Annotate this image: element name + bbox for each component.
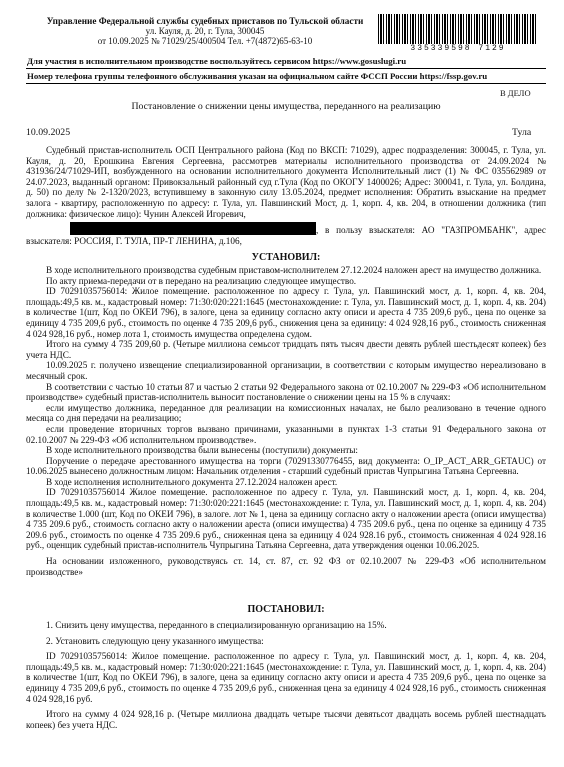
v-delo-stamp: В ДЕЛО [500,88,531,98]
postanovil-section [26,620,546,730]
intro-paragraph: Судебный пристав-исполнитель ОСП Центрального района (Код по ВКСП: 71029), адрес подразделения: 300045, г. Тула, ул. Кауля, д. 20, Ерошкина Евгения Сергеевна, рассмотрев материалы исполнительного производства от 24.09.2024 № 431936/24/71029-ИП, возбужденного на основании исполнительного документа Исполнительный лист (1) № ФС 035562989 от 24.07.2023, выданный органом: Привокзальный районный суд г.Тула (Код по ОКОГУ 1400026; Адрес: 300041, г. Тула, ул. Болдина, д. 50) по делу № 2-1320/2023, вступившему в законную силу 13.05.2024, предмет исполнения: Обратить взыскание на предмет залога - квартиру, расположенную по адресу: г. Тула, ул. Павшинский Мост, д. 1, корп. 4, кв. 204, в отношении должника (тип должника: физическое лицо): Чунин Алексей Игоревич, [26,145,546,219]
paragraph: В ходе исполнительного производства судебным приставом-исполнителем 27.12.2024 наложен арест на имущество должника. [46,265,542,275]
gosuslugi-notice: Для участия в исполнительном производстве воспользуйтесь сервисом https://www.gosuslugi.ru [27,56,407,66]
issuer-name: Управление Федеральной службы судебных приставов по Тульской области [46,16,364,26]
issuer-address: ул. Кауля, д. 20, г. Тула, 300045 [145,26,265,36]
ustanovil-heading: УСТАНОВИЛ: [251,252,321,263]
paragraph: 2. Установить следующую цену указанного имущества: [46,635,264,646]
divider [26,68,546,69]
document-meta: от 10.09.2025 № 71029/25/400504 Тел. +7(4872)65-63-10 [97,36,313,46]
paragraph: Итого на сумму 4 735 209,60 р. (Четыре миллиона семьсот тридцать пять тысяч двести девять рублей шестьдесят копеек) без учета НДС. [26,339,546,360]
document-title: Постановление о снижении цены имущества, переданного на реализацию [131,101,441,112]
phone-notice: Номер телефона группы телефонного обслуживания указан на официальном сайте ФССП России https://fssp.gov.ru [27,71,488,81]
intro-paragraph-end: , в пользу взыскателя: АО "ГАЗПРОМБАНК", адрес взыскателя: РОССИЯ, Г. ТУЛА, ПР-Т ЛЕНИНА, д.106, [26,225,546,246]
document-date: 10.09.2025 [26,127,71,138]
paragraph: По акту приема-передачи от в передано на реализацию следующее имущество. [46,275,357,286]
paragraph: если имущество должника, переданное для реализации на комиссионных началах, не было реализовано в течение одного месяца со дня передачи на реализацию; [26,402,546,424]
paragraph: 10.09.2025 г. получено извещение специализированной организации, в соответствии с которым имущество нереализовано в месячный срок. [26,360,546,381]
ustanovil-section [26,265,546,577]
postanovil-heading: ПОСТАНОВИЛ: [247,604,325,615]
paragraph: На основании изложенного, руководствуясь ст. 14, ст. 87, ст. 92 ФЗ от 02.10.2007 № 229-ФЗ «Об исполнительном производстве» [26,556,546,577]
barcode [378,14,538,44]
paragraph: если проведение вторичных торгов вызвано причинами, указанными в пунктах 1-3 статьи 91 Федерального закона от 02.10.2007 № 229-ФЗ «Об исполнительном производстве». [26,423,546,445]
paragraph: 1. Снизить цену имущества, переданного в специализированную организацию на 15%. [46,620,387,630]
paragraph: В соответствии с частью 10 статьи 87 и частью 2 статьи 92 Федерального закона от 02.10.2007 № 229-ФЗ «Об исполнительном производстве» судебный пристав-исполнитель выносит постановление о снижении цены на 15 % в случаях: [26,381,546,403]
paragraph: ID 70291035756014: Жилое помещение. расположенное по адресу г. Тула, ул. Павшинский мост, д. 1, корп. 4, кв. 204, площадь:49,5 кв. м., кадастровый номер: 71:30:020:221:1645 (местонахождение: г. Тула, ул. Павшинский мост, д. 1, корп. 4, кв. 204) в количестве 1(шт, Код по ОКЕИ 796), в залоге, цена за единицу согласно акту описи и ареста 4 735 209,6 руб., цена по оценке за единицу 4 735 209,6 руб., стоимость по оценке 4 735 209,6 руб., снижения цена за единицу: 4 024 928,16 руб., стоимость сниженная 4 024 928,16 руб., номер лота 1, стоимость имущества определена судом. [26,286,546,339]
paragraph: В ходе исполнительного производства были вынесены (поступили) документы: [46,445,358,456]
paragraph: Итого на сумму 4 024 928,16 р. (Четыре миллиона двадцать четыре тысячи девятьсот двадцать восемь рублей шестнадцать копеек) без учета НДС. [26,709,546,730]
issuer-header [40,16,370,46]
barcode-number: 335339598 7129 [410,44,506,53]
paragraph: В ходе исполнения исполнительного документа 27.12.2024 наложен арест. [46,476,338,487]
divider [26,83,546,84]
paragraph: Поручение о передаче арестованного имущества на торги (70291330776455, вид документа: O_IP_ACT_ARR_GETAUC) от 10.06.2025 вынесено должностным лицом: Начальник отделения - старший судебный пристав Чупрыгина Татьяна Сергеевна. [26,455,546,477]
paragraph: ID 70291035756014 Жилое помещение. расположенное по адресу г. Тула, ул. Павшинский мост, д. 1, корп. 4, кв. 204, площадь:49,5 кв. м., кадастровый номер: 71:30:020:221:1645 (местонахождение: г. Тула, ул. Павшинский мост, д. 1, корп. 4, кв. 204) в количестве 1.000 (шт, Код по ОКЕИ 796), в залоге. лот № 1, цена за единицу согласно акту о наложении ареста (описи имущества) 4 735 209.6 руб., стоимость согласно акту о наложении ареста (описи имущества) 4 735 209.6 руб., цена по оценке за единицу 4 735 209.6 руб., стоимость по оценке 4 735 209.6 руб., сниженная цена за единицу 4 024 928.16 руб., стоимость сниженная 4 024 928.16 руб., оценщик судебный пристав-исполнитель Чупрыгина Татьяна Сергеевна, дата утверждения оценки 10.06.2025. [26,487,546,551]
document-city: Тула [512,127,532,138]
paragraph: ID 70291035756014: Жилое помещение. расположенное по адресу г. Тула, ул. Павшинский мост, д. 1, корп. 4, кв. 204, площадь:49,5 кв. м., кадастровый номер: 71:30:020:221:1645 (местонахождение: г. Тула, ул. Павшинский мост, д. 1, корп. 4, кв. 204) в количестве 1(шт, Код по ОКЕИ 796), в залоге, цена за единицу согласно акту описи и ареста 4 735 209,6 руб., цена по оценке за единицу 4 735 209,6 руб., стоимость по оценке 4 735 209,6 руб., сниженная цена за единицу 4 024 928,16 руб., стоимость сниженная 4 024 928,16 руб. [26,651,546,704]
